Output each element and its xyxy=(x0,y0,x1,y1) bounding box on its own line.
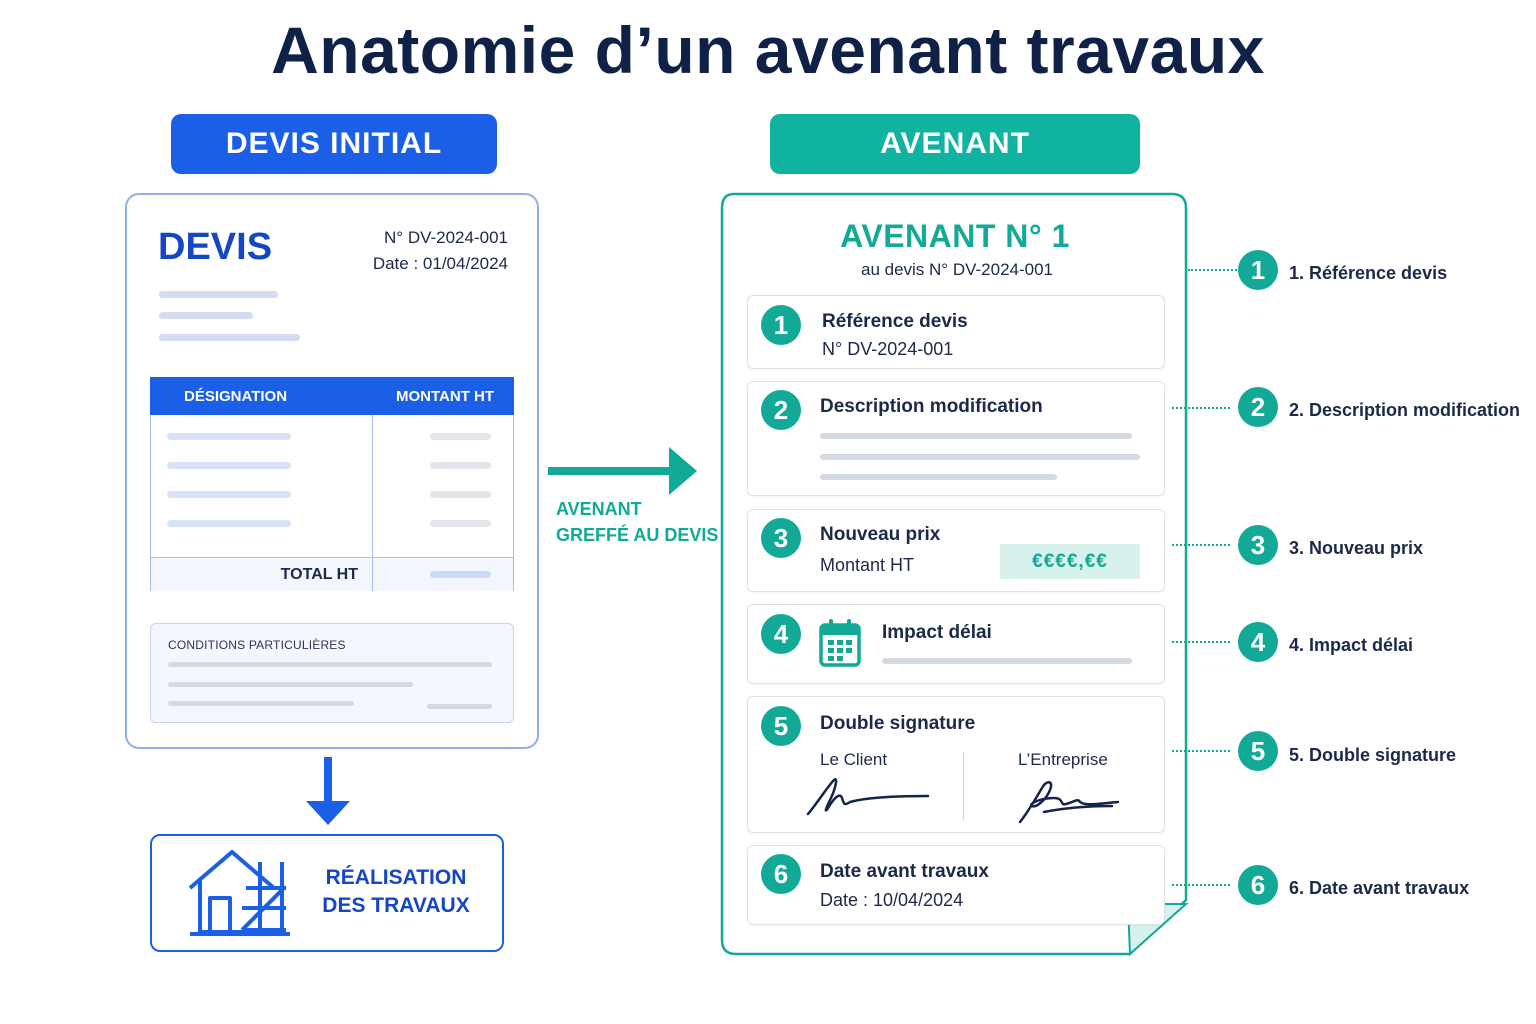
table-amount-line xyxy=(430,433,491,440)
avenant-subheading: au devis N° DV-2024-001 xyxy=(860,260,1054,279)
section-title: Nouveau prix xyxy=(820,524,941,545)
entreprise-label: L’Entreprise xyxy=(1018,750,1108,769)
section-number: 5 xyxy=(761,706,801,746)
placeholder-line xyxy=(159,334,300,341)
price-value: €€€€,€€ xyxy=(1000,544,1140,579)
legend-label: 4. Impact délai xyxy=(1289,635,1414,655)
realisation-label-2: DES TRAVAUX xyxy=(322,894,470,917)
placeholder-line xyxy=(427,704,492,709)
table-row-line xyxy=(167,491,291,498)
devis-number: N° DV-2024-001 xyxy=(384,228,508,247)
legend-label: 5. Double signature xyxy=(1289,745,1457,765)
conditions-label: CONDITIONS PARTICULIÈRES xyxy=(168,638,346,652)
section-number: 1 xyxy=(761,305,801,345)
table-amount-line xyxy=(430,462,491,469)
section-title: Date avant travaux xyxy=(820,861,989,882)
legend-number: 4 xyxy=(1238,622,1278,662)
arrow-right-icon xyxy=(547,446,699,496)
total-label: TOTAL HT xyxy=(280,566,358,583)
section-title: Description modification xyxy=(820,396,1043,417)
calendar-icon xyxy=(818,618,862,668)
section-text: N° DV-2024-001 xyxy=(822,339,954,359)
column-designation: DÉSIGNATION xyxy=(184,388,288,405)
legend-label: 3. Nouveau prix xyxy=(1289,538,1424,558)
table-row-line xyxy=(167,520,291,527)
section-text: Montant HT xyxy=(820,555,915,575)
total-amount-line xyxy=(430,571,491,578)
legend-label: 2. Description modification xyxy=(1289,400,1521,420)
connector-dots xyxy=(1172,544,1230,546)
table-amount-line xyxy=(430,491,491,498)
signature-separator xyxy=(963,752,964,820)
arrow-down-icon xyxy=(300,755,356,827)
legend-number: 1 xyxy=(1238,250,1278,290)
section-title: Référence devis xyxy=(822,311,968,332)
section-impact-delai xyxy=(747,604,1165,684)
client-signature-icon xyxy=(804,772,932,820)
table-row-line xyxy=(167,462,291,469)
legend-number: 2 xyxy=(1238,387,1278,427)
client-label: Le Client xyxy=(820,750,888,769)
placeholder-line xyxy=(159,291,278,298)
placeholder-line xyxy=(820,433,1132,439)
connector-label-2: GREFFÉ AU DEVIS xyxy=(556,525,719,545)
table-row-line xyxy=(167,433,291,440)
house-scaffold-icon xyxy=(186,848,294,938)
devis-heading: DEVIS xyxy=(158,226,273,268)
column-separator xyxy=(372,558,373,591)
table-amount-line xyxy=(430,520,491,527)
connector-label-1: AVENANT xyxy=(556,499,642,519)
placeholder-line xyxy=(159,312,253,319)
section-text: Date : 10/04/2024 xyxy=(820,890,964,910)
placeholder-line xyxy=(168,701,354,706)
devis-date: Date : 01/04/2024 xyxy=(372,254,508,273)
section-date-avant-travaux xyxy=(747,845,1165,925)
section-title: Double signature xyxy=(820,713,976,734)
legend-number: 5 xyxy=(1238,731,1278,771)
placeholder-line xyxy=(168,682,413,687)
avenant-heading: AVENANT N° 1 xyxy=(840,218,1070,254)
placeholder-line xyxy=(820,454,1140,460)
avenant-header: AVENANT xyxy=(770,114,1140,174)
section-number: 2 xyxy=(761,390,801,430)
section-number: 4 xyxy=(761,614,801,654)
legend-label: 1. Référence devis xyxy=(1289,263,1448,283)
placeholder-line xyxy=(168,662,492,667)
legend-number: 6 xyxy=(1238,865,1278,905)
section-number: 3 xyxy=(761,518,801,558)
entreprise-signature-icon xyxy=(1014,776,1124,826)
placeholder-line xyxy=(820,474,1057,480)
connector-dots xyxy=(1172,641,1230,643)
connector-dots xyxy=(1188,269,1240,271)
connector-dots xyxy=(1172,750,1230,752)
section-title: Impact délai xyxy=(882,622,992,643)
placeholder-line xyxy=(882,658,1132,664)
devis-initial-header: DEVIS INITIAL xyxy=(171,114,497,174)
connector-dots xyxy=(1172,407,1230,409)
page-title: Anatomie d’un avenant travaux xyxy=(271,13,1265,87)
connector-dots xyxy=(1172,884,1230,886)
section-number: 6 xyxy=(761,854,801,894)
column-montant: MONTANT HT xyxy=(396,388,495,405)
legend-number: 3 xyxy=(1238,525,1278,565)
legend-label: 6. Date avant travaux xyxy=(1289,878,1470,898)
realisation-label-1: RÉALISATION xyxy=(325,866,467,889)
